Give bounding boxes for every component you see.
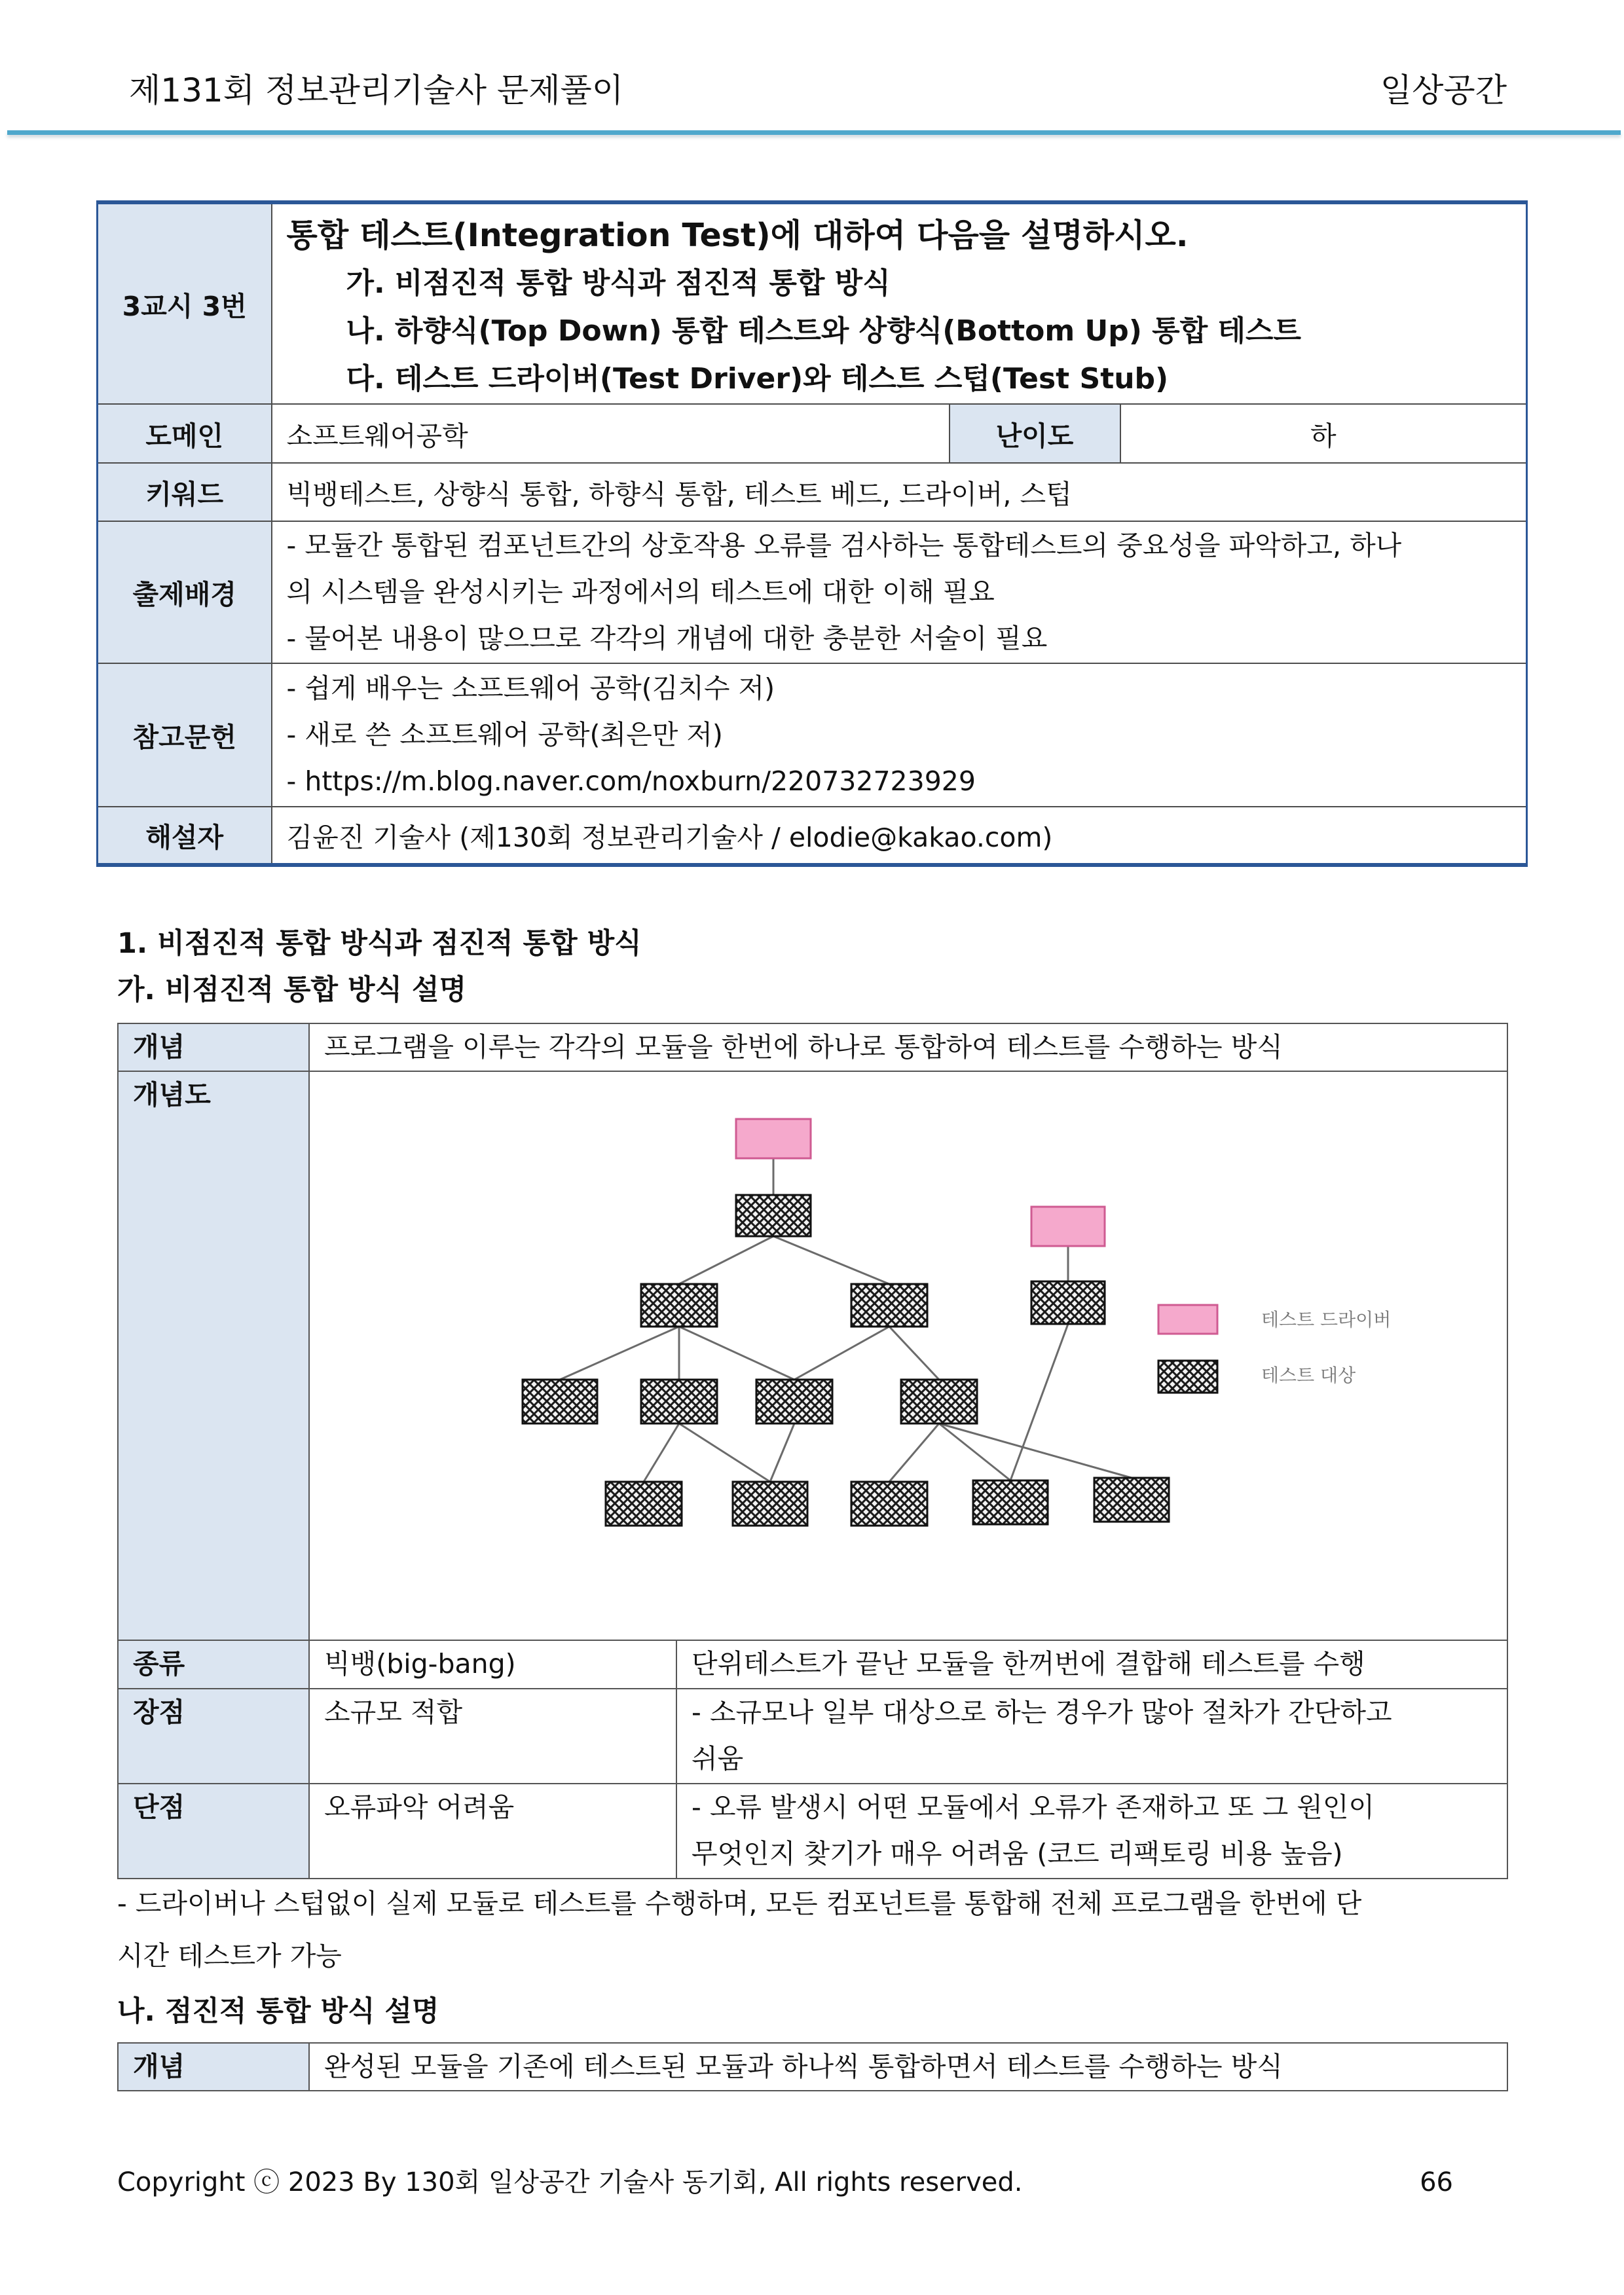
references-label: 참고문헌 [98,663,272,807]
keywords-row [98,463,1527,521]
concept-row [118,2043,1507,2091]
difficulty-value: 하 [1120,404,1527,463]
cons-detail [676,1784,1507,1879]
session-label: 3교시 3번 [98,202,272,404]
keywords-label: 키워드 [98,463,272,521]
connector-line [773,1236,889,1284]
connector-line [679,1327,794,1380]
header-divider [7,130,1621,135]
pros-detail [676,1689,1507,1784]
module-box-root [736,1195,811,1236]
type-description: 단위테스트가 끝난 모듈을 한꺼번에 결합해 테스트를 수행 [676,1640,1507,1689]
question-item: 가. 비점진적 통합 방식과 점진적 통합 방식 [346,266,891,300]
document-header-title: 제131회 정보관리기술사 문제풀이 [129,71,624,109]
diagram-legend [1158,1305,1391,1393]
connector-line [644,1423,679,1482]
test-driver-box [1031,1207,1105,1246]
cons-row [118,1784,1507,1879]
connector-line [770,1423,794,1482]
pros-row [118,1689,1507,1784]
references-value [272,663,1527,807]
keywords-value: 빅뱅테스트, 상향식 통합, 하향식 통합, 테스트 베드, 드라이버, 스텁 [272,463,1527,521]
document-header-brand: 일상공간 [1380,71,1507,109]
module-box [973,1480,1048,1524]
module-box [756,1380,832,1423]
author-row [98,807,1527,865]
type-label: 종류 [118,1640,309,1689]
type-name: 빅뱅(big-bang) [309,1640,676,1689]
subsection-heading: 나. 점진적 통합 방식 설명 [117,1995,439,2028]
author-label: 해설자 [98,807,272,865]
pros-detail-line: 쉬움 [692,1743,744,1774]
connector-line [679,1423,770,1482]
section-heading: 1. 비점진적 통합 방식과 점진적 통합 방식 [117,927,642,960]
difficulty-label: 난이도 [950,404,1120,463]
domain-label: 도메인 [98,404,272,463]
module-box [851,1482,927,1526]
connector-line [679,1236,773,1284]
author-value: 김윤진 기술사 (제130회 정보관리기술사 / elodie@kakao.com) [272,807,1527,865]
incremental-table [117,2042,1508,2091]
connector-line [939,1423,1132,1478]
big-bang-concept-diagram [308,1069,1507,1638]
module-box [523,1380,597,1423]
pros-label: 장점 [118,1689,309,1784]
connector-line [889,1423,939,1482]
legend-label-test-driver: 테스트 드라이버 [1261,1309,1392,1331]
question-row [98,202,1527,404]
concept-value: 완성된 모듈을 기존에 테스트된 모듈과 하나씩 통합하면서 테스트를 수행하는 방식 [309,2043,1507,2091]
domain-value: 소프트웨어공학 [272,404,950,463]
background-value [272,521,1527,663]
references-row [98,663,1527,807]
background-line: - 모듈간 통합된 컴포넌트간의 상호작용 오류를 검사하는 통합테스트의 중요성을 파악하고, 하나 [286,530,1402,561]
concept-value: 프로그램을 이루는 각각의 모듈을 한번에 하나로 통합하여 테스트를 수행하는 방식 [309,1023,1507,1071]
cons-detail-line: 무엇인지 찾기가 매우 어려움 (코드 리팩토링 비용 높음) [692,1838,1343,1869]
question-item: 나. 하향식(Top Down) 통합 테스트와 상향식(Bottom Up) 통합 테스트 [346,314,1302,348]
concept-label: 개념 [118,2043,309,2091]
footer-copyright: Copyright ⓒ 2023 By 130회 일상공간 기술사 동기회, All rights reserved. [117,2167,1023,2197]
background-line: - 물어본 내용이 많으므로 각각의 개념에 대한 충분한 서술이 필요 [286,623,1048,654]
connector-line [889,1327,939,1380]
note-line: - 드라이버나 스텁없이 실제 모듈로 테스트를 수행하며, 모든 컴포넌트를 통합해 전체 프로그램을 한번에 단 [117,1888,1362,1919]
module-box [606,1482,682,1526]
type-row [118,1640,1507,1689]
pros-summary: 소규모 적합 [309,1689,676,1784]
module-box [1094,1478,1169,1522]
connector-line [794,1327,889,1380]
module-box [1031,1281,1105,1324]
legend-swatch-test-driver [1158,1305,1217,1334]
cons-summary: 오류파악 어려움 [309,1784,676,1879]
background-row [98,521,1527,663]
cons-detail-line: - 오류 발생시 어떤 모듈에서 오류가 존재하고 또 그 원인이 [692,1791,1375,1823]
background-label: 출제배경 [98,521,272,663]
concept-row [118,1023,1507,1071]
connector-line [560,1327,679,1380]
question-info-table [96,200,1528,867]
question-title: 통합 테스트(Integration Test)에 대하여 다음을 설명하시오. [286,217,1189,254]
module-box [851,1284,927,1327]
diagram-label: 개념도 [118,1071,309,1640]
reference-url: - https://m.blog.naver.com/noxburn/220732723929 [286,765,976,797]
module-box [641,1284,717,1327]
module-box [641,1380,717,1423]
test-driver-box [736,1119,811,1158]
question-cell [272,202,1527,404]
module-box [901,1380,977,1423]
note-line: 시간 테스트가 가능 [117,1940,342,1972]
page-number: 66 [1420,2167,1453,2197]
legend-swatch-test-target [1158,1361,1217,1393]
background-line: 의 시스템을 완성시키는 과정에서의 테스트에 대한 이해 필요 [286,576,995,608]
subsection-heading: 가. 비점진적 통합 방식 설명 [117,974,467,1006]
module-box [733,1482,807,1526]
domain-row [98,404,1527,463]
reference-item: - 새로 쓴 소프트웨어 공학(최은만 저) [286,719,723,750]
pros-detail-line: - 소규모나 일부 대상으로 하는 경우가 많아 절차가 간단하고 [692,1697,1392,1728]
reference-item: - 쉽게 배우는 소프트웨어 공학(김치수 저) [286,672,775,704]
legend-label-test-target: 테스트 대상 [1261,1365,1356,1386]
cons-label: 단점 [118,1784,309,1879]
concept-label: 개념 [118,1023,309,1071]
connector-line [939,1423,1010,1480]
question-item: 다. 테스트 드라이버(Test Driver)와 테스트 스텁(Test Stub) [346,362,1169,395]
